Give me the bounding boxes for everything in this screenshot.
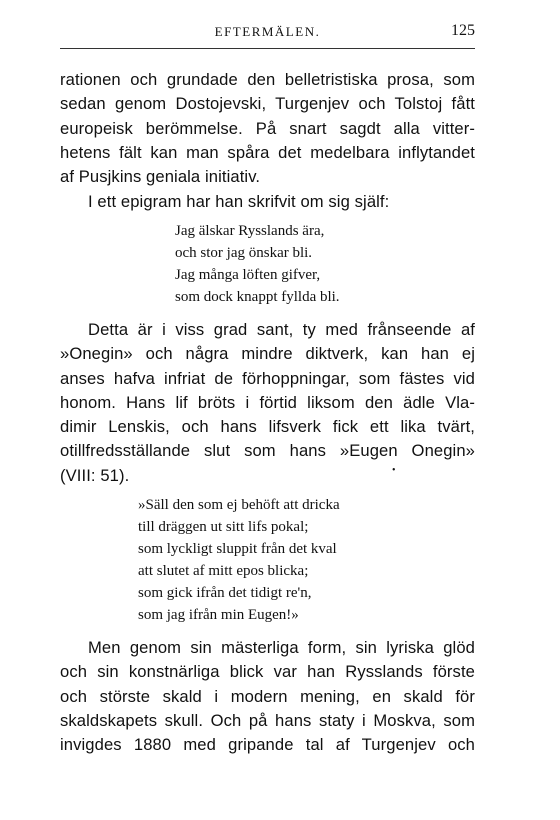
text-line: skaldskapets skull. Och på hans staty i Moskva, som [60,710,475,730]
verse-line: att slutet af mitt epos blicka; [138,563,309,579]
text-line: europeisk berömmelse. På snart sagdt alla vitter- [60,118,475,138]
text-line: honom. Hans lif bröts i förtid liksom den ädle Vla- [60,392,475,412]
epigram [175,220,340,308]
paragraph-3 [60,318,475,488]
text-line: och sin konstnärliga blick var han Rysslands förste [60,662,475,682]
text-line: hetens fält kan man spåra det medelbara inflytandet [60,142,475,162]
paragraph-2 [60,190,475,214]
text-line: otillfredsställande slut som hans »Eugen Onegin» [60,441,475,461]
paragraph-4 [60,636,475,757]
text-line: anses hafva infriat de förhoppningar, som fästes vid [60,368,475,388]
text-line: af Pusjkins geniala initiativ. [60,167,261,187]
text-line: dimir Lenskis, och hans lifsverk fick ett lika tvärt, [60,417,475,437]
running-head [60,22,475,42]
verse-line: som gick ifrån det tidigt re'n, [138,585,312,601]
quoted-stanza [138,494,340,626]
verse-line: »Säll den som ej behöft att dricka [138,497,340,513]
running-head-title: EFTERMÄLEN. [214,24,321,39]
paragraph-1 [60,68,475,189]
text-line: rationen och grundade den belletristiska prosa, som [60,70,475,89]
page-number: 125 [451,22,475,39]
text-line: sedan genom Dostojevski, Turgenjev och Tolstoj fått [60,94,475,114]
verse-line: till dräggen ut sitt lifs pokal; [138,519,309,535]
verse-line: Jag många löften gifver, [175,267,321,283]
text-line: och störste skald i modern mening, en skald för [60,686,475,706]
text-line: Detta är i viss grad sant, ty med frånseende af [88,320,475,339]
text-line: Men genom sin mästerliga form, sin lyriska glöd [88,638,475,657]
verse-line: som jag ifrån min Eugen!» [138,607,299,623]
verse-line: som dock knappt fyllda bli. [175,289,340,305]
text-line: (VIII: 51). [60,465,130,485]
verse-line: och stor jag önskar bli. [175,245,313,261]
text-line: »Onegin» och några mindre diktverk, kan han ej [60,344,475,364]
verse-line: som lyckligt sluppit från det kval [138,541,337,557]
text-line: invigdes 1880 med gripande tal af Turgenjev och [60,735,475,755]
verse-line: Jag älskar Rysslands ära, [175,223,325,239]
text-line: I ett epigram har han skrifvit om sig själf: [88,192,390,211]
header-rule [60,48,475,49]
stray-mark: • [392,465,396,476]
